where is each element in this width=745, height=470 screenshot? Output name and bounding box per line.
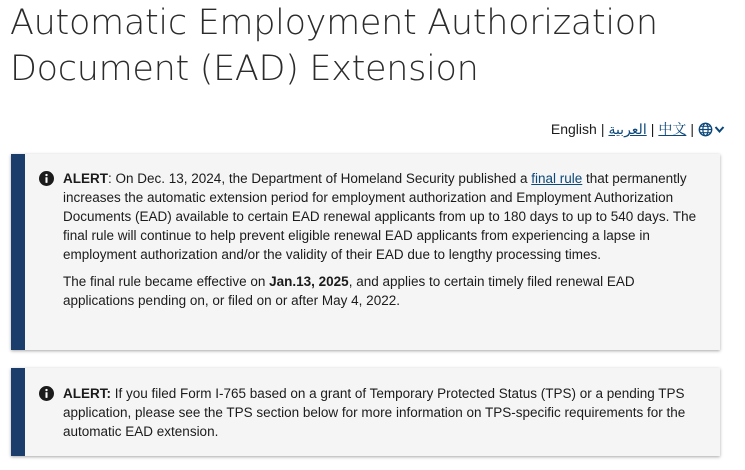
alert-final-rule (11, 154, 720, 350)
alert-label: ALERT (63, 171, 108, 186)
chevron-down-icon (714, 125, 725, 134)
alert-paragraph (63, 384, 704, 441)
info-icon (39, 386, 54, 401)
language-separator: | (690, 121, 694, 137)
alert-text: The final rule became effective on (63, 274, 270, 289)
language-current: English (550, 121, 597, 137)
final-rule-link[interactable]: final rule (531, 171, 583, 186)
language-selector (551, 119, 725, 139)
alert-label: ALERT: (63, 386, 111, 401)
alert-text: , and applies to certain timely filed renewal EAD applications pending on, or filed on or after May 4, 2022. (63, 274, 635, 308)
alert-text: If you filed Form I-765 based on a grant of Temporary Protected Status (TPS) or a pending TPS application, please see the TPS section below for more information on TPS-specific requirements for the automatic EAD extension. (63, 386, 686, 439)
alert-body (63, 169, 704, 310)
alert-text: : On Dec. 13, 2024, the Department of Homeland Security published a (108, 171, 532, 186)
language-separator: | (600, 121, 605, 137)
alert-text: that permanently increases the automatic extension period for employment authorization and Employment Authorization Documents (EAD) available to certain EAD renewal applicants from up to 180 days to up to 540 days. The final rule will continue to help prevent eligible renewal EAD applicants from experiencing a lapse in employment authorization and/or the validity of their EAD due to lengthy processing times. (63, 171, 697, 262)
info-icon (39, 171, 54, 186)
alert-paragraph (63, 272, 704, 310)
page-title: Automatic Employment Authorization Document (EAD) Extension (10, 3, 658, 89)
alert-paragraph (63, 169, 704, 264)
alert-body (63, 384, 704, 441)
language-link-chinese[interactable]: 中文 (658, 121, 687, 137)
language-link-arabic[interactable]: العربية (608, 121, 647, 137)
effective-date: Jan.13, 2025 (269, 274, 349, 289)
language-menu-button[interactable] (698, 122, 725, 137)
language-separator: | (650, 121, 655, 137)
alert-tps (11, 368, 720, 456)
globe-icon (698, 122, 713, 137)
